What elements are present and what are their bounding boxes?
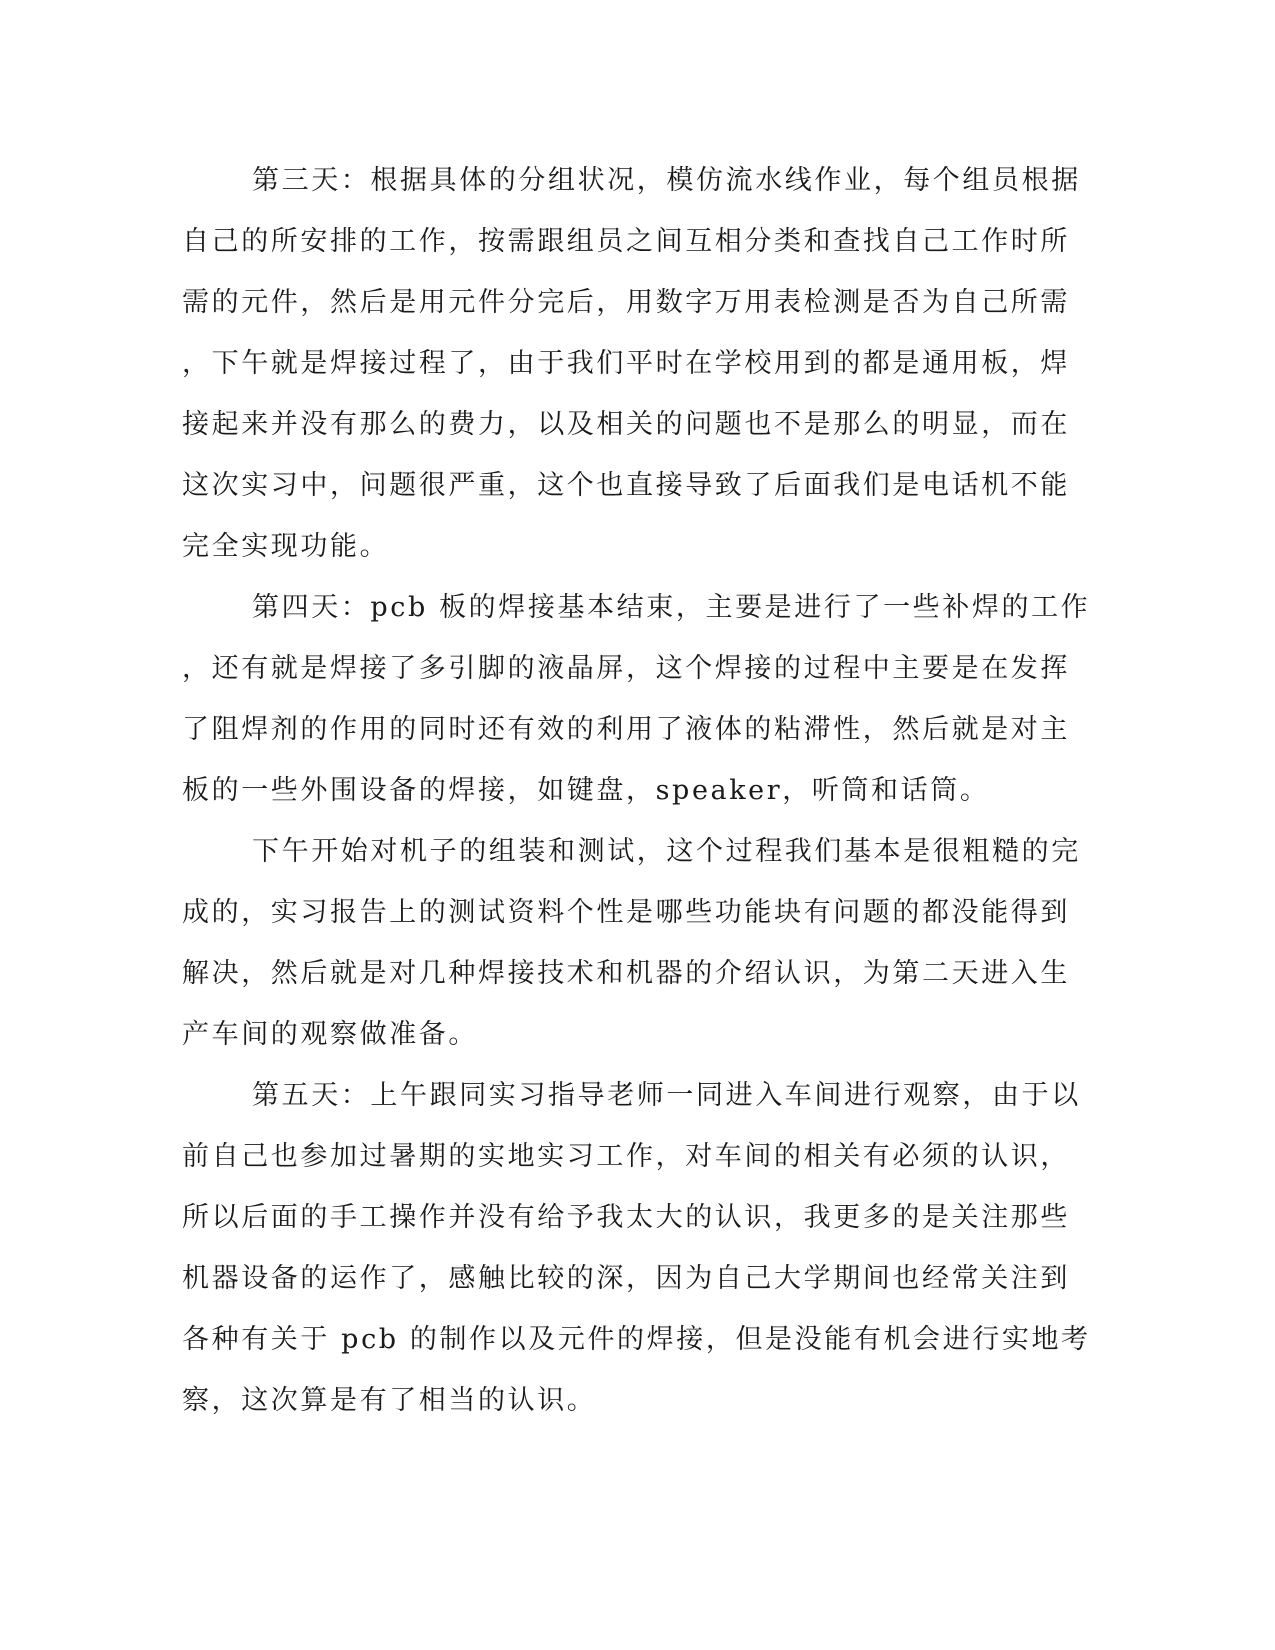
text-line: ，下午就是焊接过程了，由于我们平时在学校用到的都是通用板，焊 (182, 348, 1070, 379)
document-body (182, 150, 1091, 1431)
text-line: 板的一些外围设备的焊接，如键盘，speaker，听筒和话筒。 (182, 775, 990, 806)
text-line: 成的，实习报告上的测试资料个性是哪些功能块有问题的都没能得到 (182, 897, 1070, 928)
text-line: 前自己也参加过暑期的实地实习工作，对车间的相关有必须的认识， (182, 1141, 1070, 1172)
text-line: 解决，然后就是对几种焊接技术和机器的介绍认识，为第二天进入生 (182, 958, 1070, 989)
text-line: 接起来并没有那么的费力，以及相关的问题也不是那么的明显，而在 (182, 409, 1070, 440)
paragraph-day-four (182, 577, 1091, 821)
text-line: ，还有就是焊接了多引脚的液晶屏，这个焊接的过程中主要是在发挥 (182, 653, 1070, 684)
paragraph-day-four-afternoon (182, 821, 1081, 1065)
text-line: 了阻焊剂的作用的同时还有效的利用了液体的粘滞性，然后就是对主 (182, 714, 1070, 745)
text-line: 察，这次算是有了相当的认识。 (182, 1385, 597, 1416)
text-line: 所以后面的手工操作并没有给予我太大的认识，我更多的是关注那些 (182, 1202, 1070, 1233)
text-line: 第三天：根据具体的分组状况，模仿流水线作业，每个组员根据 (252, 165, 1081, 196)
text-line: 这次实习中，问题很严重，这个也直接导致了后面我们是电话机不能 (182, 470, 1070, 501)
text-line: 第四天：pcb 板的焊接基本结束，主要是进行了一些补焊的工作 (252, 592, 1091, 623)
text-line: 机器设备的运作了，感触比较的深，因为自己大学期间也经常关注到 (182, 1263, 1070, 1294)
text-line: 第五天：上午跟同实习指导老师一同进入车间进行观察，由于以 (252, 1080, 1081, 1111)
text-line: 需的元件，然后是用元件分完后，用数字万用表检测是否为自己所需 (182, 287, 1070, 318)
text-line: 下午开始对机子的组装和测试，这个过程我们基本是很粗糙的完 (252, 836, 1081, 867)
text-line: 完全实现功能。 (182, 531, 390, 562)
text-line: 各种有关于 pcb 的制作以及元件的焊接，但是没能有机会进行实地考 (182, 1324, 1091, 1355)
paragraph-day-five (182, 1065, 1091, 1431)
text-line: 产车间的观察做准备。 (182, 1019, 478, 1050)
text-line: 自己的所安排的工作，按需跟组员之间互相分类和查找自己工作时所 (182, 226, 1070, 257)
paragraph-day-three (182, 150, 1081, 577)
